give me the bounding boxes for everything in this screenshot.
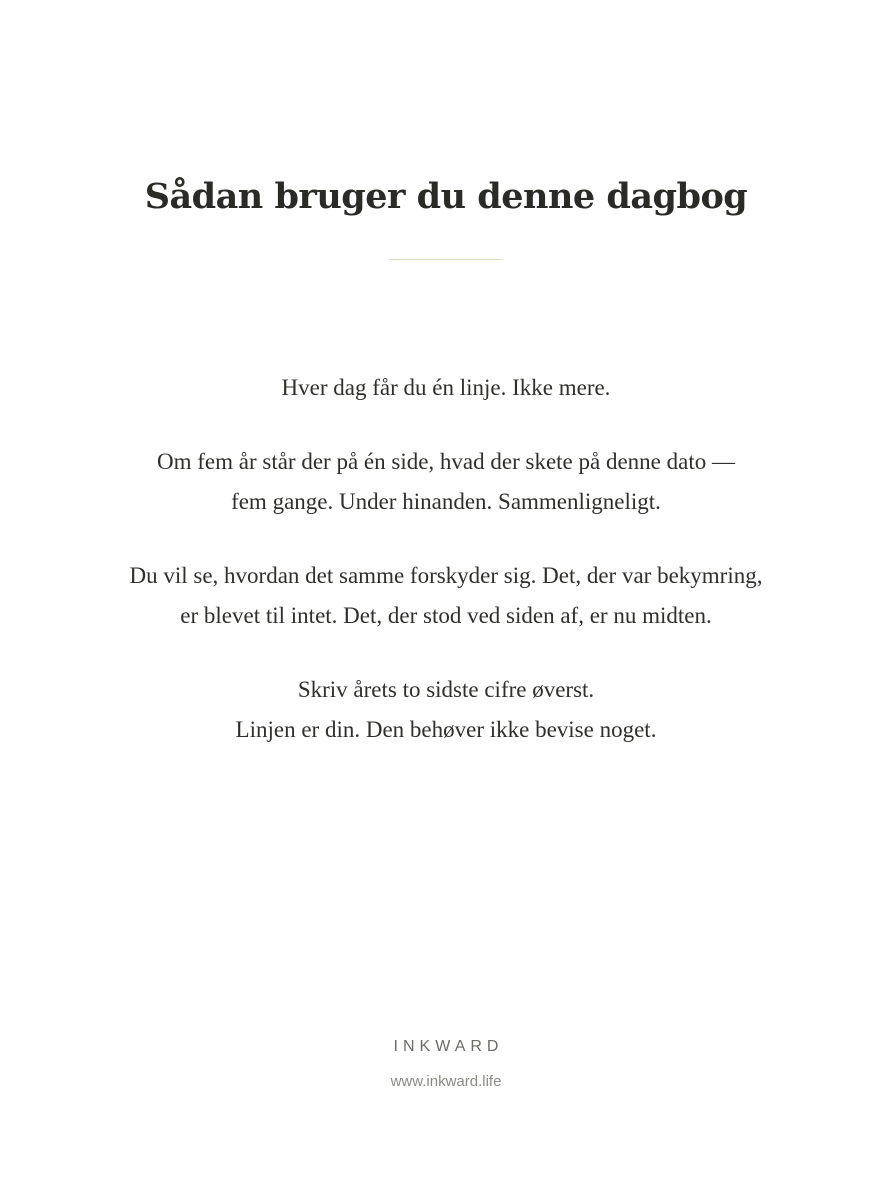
footer-url: www.inkward.life bbox=[390, 1073, 502, 1090]
paragraph-1 bbox=[40, 368, 852, 408]
paragraph-line: er blevet til intet. Det, der stod ved siden af, er nu midten. bbox=[180, 603, 712, 628]
paragraph-4 bbox=[40, 670, 852, 750]
paragraph-line: Hver dag får du én linje. Ikke mere. bbox=[281, 375, 611, 400]
title-divider bbox=[389, 259, 503, 260]
paragraph-3 bbox=[40, 556, 852, 636]
paragraph-2 bbox=[40, 442, 852, 522]
footer-brand: INKWARD bbox=[393, 1038, 504, 1055]
paragraph-line: fem gange. Under hinanden. Sammenligneligt. bbox=[231, 489, 661, 514]
paragraph-line: Du vil se, hvordan det samme forskyder sig. Det, der var bekymring, bbox=[129, 563, 763, 588]
paragraph-line: Skriv årets to sidste cifre øverst. bbox=[297, 677, 595, 702]
instruction-text bbox=[40, 368, 852, 784]
paragraph-line: Linjen er din. Den behøver ikke bevise noget. bbox=[235, 717, 657, 742]
page-title: Sådan bruger du denne dagbog bbox=[144, 176, 748, 217]
paragraph-line: Om fem år står der på én side, hvad der skete på denne dato — bbox=[157, 449, 735, 474]
